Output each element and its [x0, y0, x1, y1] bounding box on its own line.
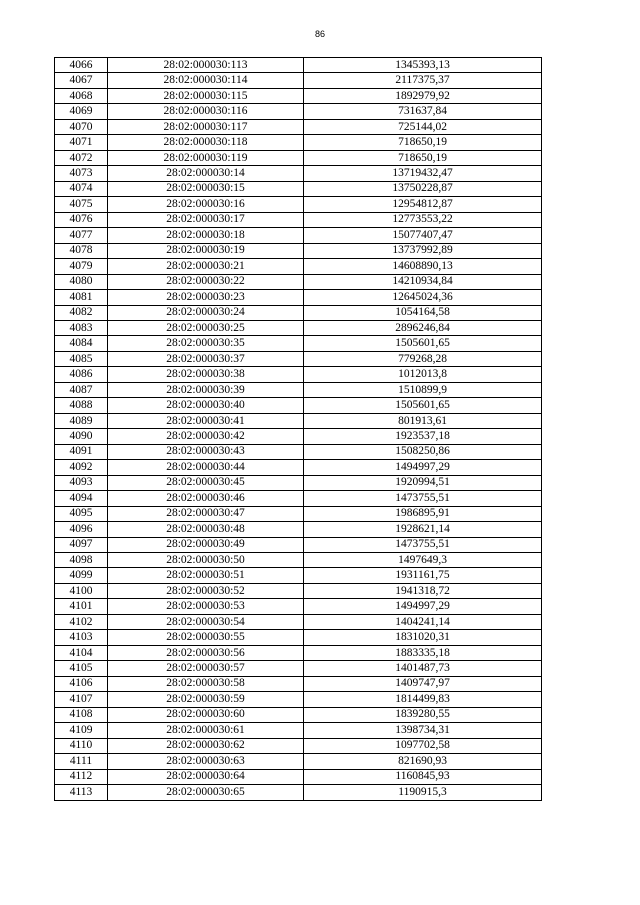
- cadastral-value-cell: 1473755,51: [304, 491, 542, 506]
- table-row: [55, 661, 542, 676]
- cadastral-number-cell: 28:02:000030:14: [108, 166, 304, 181]
- cadastral-value-cell: 2117375,37: [304, 73, 542, 88]
- table-row: [55, 104, 542, 119]
- cadastral-value-cell: 821690,93: [304, 754, 542, 769]
- row-number-cell: 4087: [55, 382, 108, 397]
- cadastral-number-cell: 28:02:000030:45: [108, 475, 304, 490]
- row-number-cell: 4070: [55, 119, 108, 134]
- table-row: [55, 166, 542, 181]
- cadastral-value-cell: 1401487,73: [304, 661, 542, 676]
- row-number-cell: 4105: [55, 661, 108, 676]
- row-number-cell: 4074: [55, 181, 108, 196]
- table-row: [55, 413, 542, 428]
- row-number-cell: 4108: [55, 707, 108, 722]
- cadastral-value-cell: 731637,84: [304, 104, 542, 119]
- cadastral-number-cell: 28:02:000030:115: [108, 88, 304, 103]
- row-number-cell: 4104: [55, 645, 108, 660]
- row-number-cell: 4069: [55, 104, 108, 119]
- cadastral-value-cell: 1931161,75: [304, 568, 542, 583]
- cadastral-value-cell: 1497649,3: [304, 553, 542, 568]
- row-number-cell: 4100: [55, 583, 108, 598]
- cadastral-value-cell: 801913,61: [304, 413, 542, 428]
- cadastral-number-cell: 28:02:000030:37: [108, 351, 304, 366]
- cadastral-number-cell: 28:02:000030:35: [108, 336, 304, 351]
- row-number-cell: 4093: [55, 475, 108, 490]
- cadastral-number-cell: 28:02:000030:58: [108, 676, 304, 691]
- row-number-cell: 4078: [55, 243, 108, 258]
- table-row: [55, 723, 542, 738]
- table-row: [55, 599, 542, 614]
- table-row: [55, 429, 542, 444]
- table-row: [55, 769, 542, 784]
- cadastral-number-cell: 28:02:000030:50: [108, 553, 304, 568]
- row-number-cell: 4112: [55, 769, 108, 784]
- table-row: [55, 475, 542, 490]
- cadastral-number-cell: 28:02:000030:53: [108, 599, 304, 614]
- row-number-cell: 4095: [55, 506, 108, 521]
- table-row: [55, 583, 542, 598]
- cadastral-value-cell: 1839280,55: [304, 707, 542, 722]
- cadastral-number-cell: 28:02:000030:52: [108, 583, 304, 598]
- table-row: [55, 676, 542, 691]
- table-row: [55, 645, 542, 660]
- cadastral-value-cell: 1892979,92: [304, 88, 542, 103]
- table-row: [55, 491, 542, 506]
- table-row: [55, 553, 542, 568]
- row-number-cell: 4082: [55, 305, 108, 320]
- row-number-cell: 4102: [55, 614, 108, 629]
- table-row: [55, 197, 542, 212]
- cadastral-value-cell: 1510899,9: [304, 382, 542, 397]
- cadastral-number-cell: 28:02:000030:40: [108, 398, 304, 413]
- cadastral-value-cell: 718650,19: [304, 135, 542, 150]
- table-row: [55, 398, 542, 413]
- cadastral-value-cell: 718650,19: [304, 150, 542, 165]
- page-number: 86: [314, 29, 325, 39]
- cadastral-number-cell: 28:02:000030:22: [108, 274, 304, 289]
- cadastral-value-cell: 1986895,91: [304, 506, 542, 521]
- cadastral-number-cell: 28:02:000030:51: [108, 568, 304, 583]
- cadastral-value-cell: 1012013,8: [304, 367, 542, 382]
- row-number-cell: 4092: [55, 460, 108, 475]
- cadastral-number-cell: 28:02:000030:46: [108, 491, 304, 506]
- table-row: [55, 692, 542, 707]
- cadastral-value-cell: 2896246,84: [304, 320, 542, 335]
- cadastral-value-cell: 14608890,13: [304, 259, 542, 274]
- cadastral-number-cell: 28:02:000030:43: [108, 444, 304, 459]
- cadastral-value-cell: 1398734,31: [304, 723, 542, 738]
- table-row: [55, 630, 542, 645]
- cadastral-number-cell: 28:02:000030:16: [108, 197, 304, 212]
- cadastral-number-cell: 28:02:000030:118: [108, 135, 304, 150]
- cadastral-number-cell: 28:02:000030:119: [108, 150, 304, 165]
- row-number-cell: 4085: [55, 351, 108, 366]
- cadastral-number-cell: 28:02:000030:57: [108, 661, 304, 676]
- row-number-cell: 4080: [55, 274, 108, 289]
- cadastral-value-cell: 15077407,47: [304, 228, 542, 243]
- cadastral-value-cell: 13750228,87: [304, 181, 542, 196]
- cadastral-number-cell: 28:02:000030:117: [108, 119, 304, 134]
- table-row: [55, 290, 542, 305]
- row-number-cell: 4107: [55, 692, 108, 707]
- row-number-cell: 4089: [55, 413, 108, 428]
- cadastral-value-cell: 1494997,29: [304, 460, 542, 475]
- cadastral-number-cell: 28:02:000030:47: [108, 506, 304, 521]
- table-row: [55, 88, 542, 103]
- row-number-cell: 4113: [55, 785, 108, 800]
- cadastral-value-cell: 1404241,14: [304, 614, 542, 629]
- row-number-cell: 4111: [55, 754, 108, 769]
- cadastral-value-cell: 1160845,93: [304, 769, 542, 784]
- cadastral-value-cell: 13737992,89: [304, 243, 542, 258]
- cadastral-number-cell: 28:02:000030:113: [108, 58, 304, 73]
- cadastral-number-cell: 28:02:000030:15: [108, 181, 304, 196]
- cadastral-value-cell: 1505601,65: [304, 398, 542, 413]
- cadastral-value-cell: 1345393,13: [304, 58, 542, 73]
- cadastral-number-cell: 28:02:000030:55: [108, 630, 304, 645]
- cadastral-value-cell: 1505601,65: [304, 336, 542, 351]
- row-number-cell: 4099: [55, 568, 108, 583]
- cadastral-value-cell: 14210934,84: [304, 274, 542, 289]
- cadastral-value-cell: 1494997,29: [304, 599, 542, 614]
- cadastral-number-cell: 28:02:000030:56: [108, 645, 304, 660]
- cadastral-number-cell: 28:02:000030:38: [108, 367, 304, 382]
- cadastral-number-cell: 28:02:000030:44: [108, 460, 304, 475]
- table-row: [55, 135, 542, 150]
- cadastral-number-cell: 28:02:000030:23: [108, 290, 304, 305]
- cadastral-number-cell: 28:02:000030:59: [108, 692, 304, 707]
- table-row: [55, 212, 542, 227]
- table-row: [55, 738, 542, 753]
- row-number-cell: 4066: [55, 58, 108, 73]
- table-row: [55, 336, 542, 351]
- cadastral-number-cell: 28:02:000030:60: [108, 707, 304, 722]
- row-number-cell: 4086: [55, 367, 108, 382]
- table-row: [55, 274, 542, 289]
- cadastral-number-cell: 28:02:000030:64: [108, 769, 304, 784]
- cadastral-value-cell: 1814499,83: [304, 692, 542, 707]
- cadastral-value-cell: 779268,28: [304, 351, 542, 366]
- row-number-cell: 4096: [55, 522, 108, 537]
- cadastral-number-cell: 28:02:000030:17: [108, 212, 304, 227]
- cadastral-number-cell: 28:02:000030:39: [108, 382, 304, 397]
- row-number-cell: 4101: [55, 599, 108, 614]
- cadastral-number-cell: 28:02:000030:62: [108, 738, 304, 753]
- cadastral-value-cell: 12954812,87: [304, 197, 542, 212]
- cadastral-value-cell: 1409747,97: [304, 676, 542, 691]
- table-row: [55, 150, 542, 165]
- cadastral-value-cell: 1473755,51: [304, 537, 542, 552]
- cadastral-number-cell: 28:02:000030:61: [108, 723, 304, 738]
- cadastral-value-cell: 1097702,58: [304, 738, 542, 753]
- table-row: [55, 243, 542, 258]
- row-number-cell: 4103: [55, 630, 108, 645]
- table-row: [55, 506, 542, 521]
- table-row: [55, 614, 542, 629]
- cadastral-value-cell: 1883335,18: [304, 645, 542, 660]
- table-row: [55, 119, 542, 134]
- cadastral-number-cell: 28:02:000030:19: [108, 243, 304, 258]
- cadastral-value-cell: 1831020,31: [304, 630, 542, 645]
- table-row: [55, 460, 542, 475]
- row-number-cell: 4090: [55, 429, 108, 444]
- cadastral-number-cell: 28:02:000030:114: [108, 73, 304, 88]
- cadastral-number-cell: 28:02:000030:24: [108, 305, 304, 320]
- cadastral-value-cell: 1190915,3: [304, 785, 542, 800]
- table-row: [55, 305, 542, 320]
- cadastral-number-cell: 28:02:000030:25: [108, 320, 304, 335]
- row-number-cell: 4083: [55, 320, 108, 335]
- table-row: [55, 228, 542, 243]
- cadastral-value-cell: 1923537,18: [304, 429, 542, 444]
- table-row: [55, 382, 542, 397]
- row-number-cell: 4094: [55, 491, 108, 506]
- cadastral-number-cell: 28:02:000030:48: [108, 522, 304, 537]
- table-row: [55, 259, 542, 274]
- row-number-cell: 4109: [55, 723, 108, 738]
- row-number-cell: 4110: [55, 738, 108, 753]
- cadastral-number-cell: 28:02:000030:116: [108, 104, 304, 119]
- cadastral-value-cell: 12773553,22: [304, 212, 542, 227]
- row-number-cell: 4072: [55, 150, 108, 165]
- row-number-cell: 4068: [55, 88, 108, 103]
- cadastral-value-cell: 1928621,14: [304, 522, 542, 537]
- cadastral-value-cell: 1508250,86: [304, 444, 542, 459]
- row-number-cell: 4088: [55, 398, 108, 413]
- table-row: [55, 568, 542, 583]
- cadastral-value-cell: 725144,02: [304, 119, 542, 134]
- cadastral-number-cell: 28:02:000030:54: [108, 614, 304, 629]
- row-number-cell: 4077: [55, 228, 108, 243]
- cadastral-number-cell: 28:02:000030:21: [108, 259, 304, 274]
- row-number-cell: 4098: [55, 553, 108, 568]
- row-number-cell: 4076: [55, 212, 108, 227]
- table-row: [55, 351, 542, 366]
- row-number-cell: 4067: [55, 73, 108, 88]
- row-number-cell: 4073: [55, 166, 108, 181]
- row-number-cell: 4084: [55, 336, 108, 351]
- cadastral-number-cell: 28:02:000030:41: [108, 413, 304, 428]
- row-number-cell: 4079: [55, 259, 108, 274]
- cadastral-number-cell: 28:02:000030:63: [108, 754, 304, 769]
- cadastral-value-cell: 12645024,36: [304, 290, 542, 305]
- table-row: [55, 707, 542, 722]
- table-row: [55, 181, 542, 196]
- table-row: [55, 367, 542, 382]
- cadastral-number-cell: 28:02:000030:42: [108, 429, 304, 444]
- cadastral-number-cell: 28:02:000030:49: [108, 537, 304, 552]
- table-row: [55, 754, 542, 769]
- row-number-cell: 4075: [55, 197, 108, 212]
- table-row: [55, 320, 542, 335]
- row-number-cell: 4097: [55, 537, 108, 552]
- table-row: [55, 444, 542, 459]
- row-number-cell: 4081: [55, 290, 108, 305]
- cadastral-value-cell: 13719432,47: [304, 166, 542, 181]
- table-body: [55, 58, 542, 801]
- cadastral-value-cell: 1054164,58: [304, 305, 542, 320]
- cadastral-value-cell: 1941318,72: [304, 583, 542, 598]
- table-row: [55, 58, 542, 73]
- table-row: [55, 522, 542, 537]
- cadastral-value-cell: 1920994,51: [304, 475, 542, 490]
- row-number-cell: 4106: [55, 676, 108, 691]
- row-number-cell: 4071: [55, 135, 108, 150]
- row-number-cell: 4091: [55, 444, 108, 459]
- cadastral-value-table: [54, 57, 542, 801]
- cadastral-number-cell: 28:02:000030:18: [108, 228, 304, 243]
- table-row: [55, 785, 542, 800]
- cadastral-number-cell: 28:02:000030:65: [108, 785, 304, 800]
- table-row: [55, 73, 542, 88]
- table-row: [55, 537, 542, 552]
